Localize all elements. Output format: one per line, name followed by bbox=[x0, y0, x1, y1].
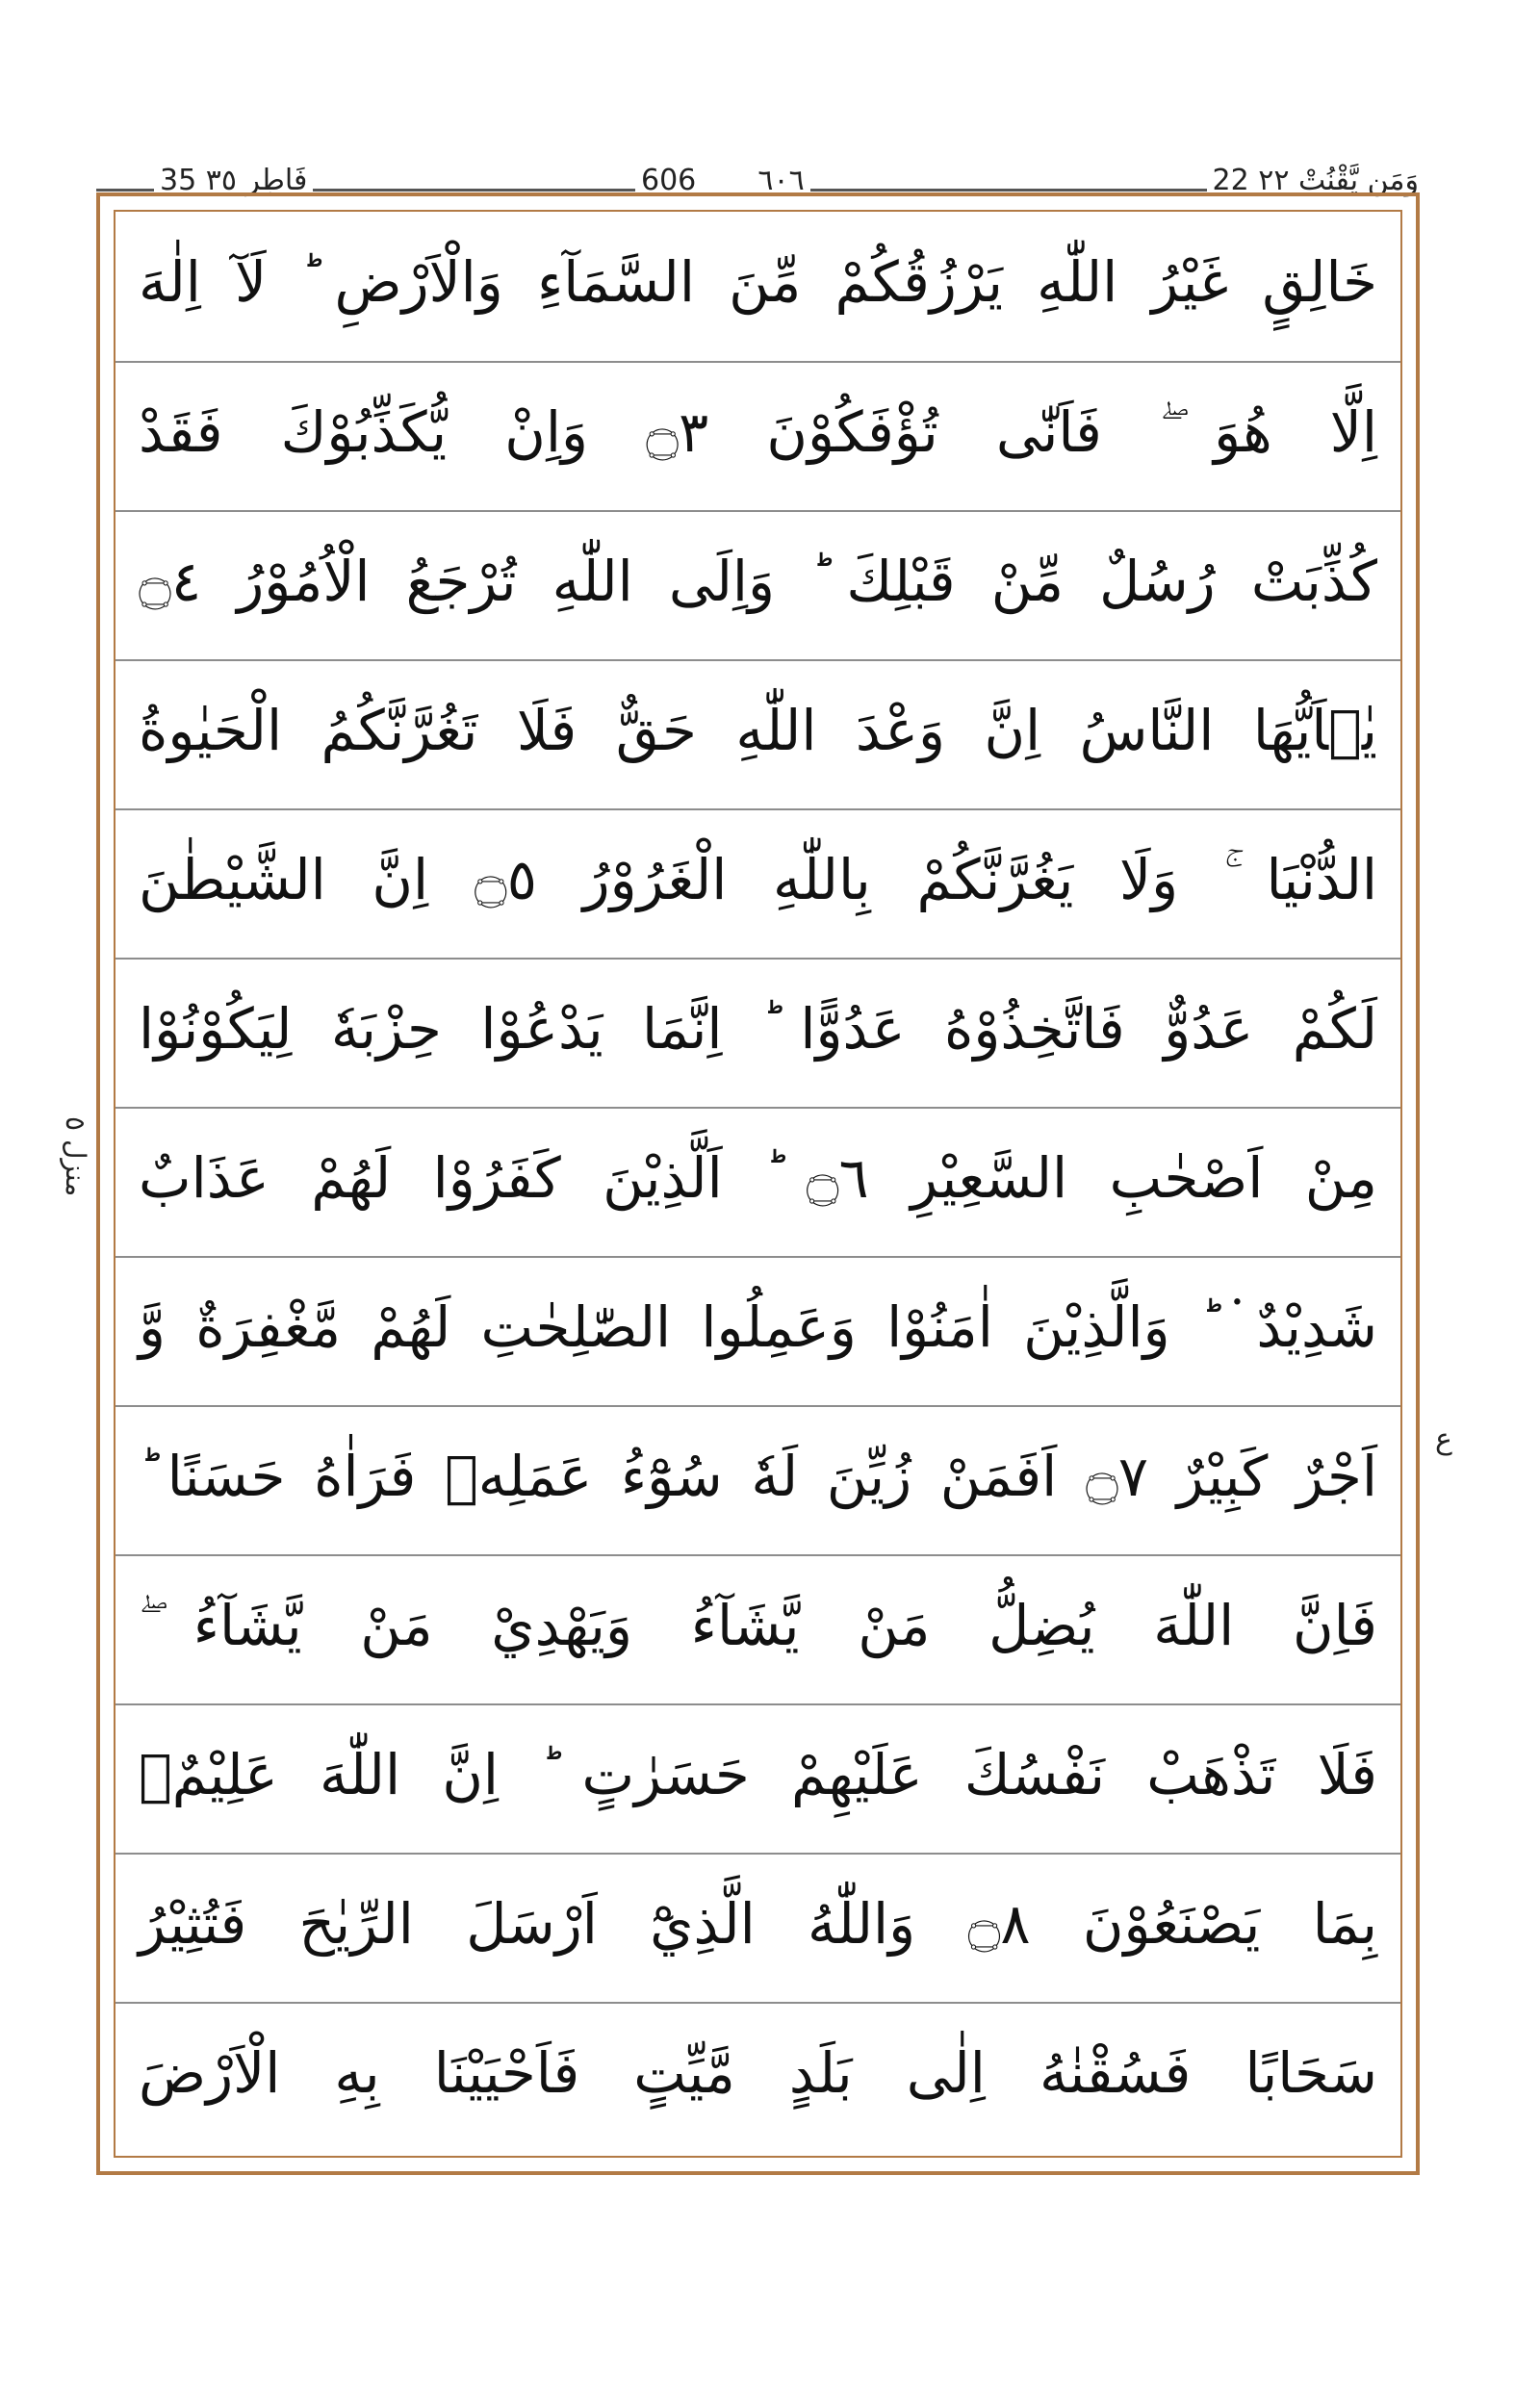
text-line bbox=[116, 361, 1400, 500]
text-line bbox=[116, 510, 1400, 650]
line-text: اِلَّا هُوَ ۖ فَاَنّٰى تُؤْفَكُوْنَ ۝٣ وَاِنْ يُّكَذِّبُوْكَ فَقَدْ bbox=[139, 398, 1377, 465]
line-text: فَلَا تَذْهَبْ نَفْسُكَ عَلَيْهِمْ حَسَرٰتٍ ؕ اِنَّ اللّٰهَ عَلِيْمٌۢ bbox=[139, 1741, 1377, 1807]
line-text: يٰۤاَيُّهَا النَّاسُ اِنَّ وَعْدَ اللّٰهِ حَقٌّ فَلَا تَغُرَّنَّكُمُ الْحَيٰوةُ bbox=[139, 697, 1377, 763]
header-surah: 35 فَاطِر ٣٥ bbox=[154, 162, 313, 200]
manzil-marker: منزل ٥ bbox=[60, 1116, 91, 1197]
text-area bbox=[114, 210, 1402, 2158]
text-line bbox=[116, 958, 1400, 1097]
line-text: فَاِنَّ اللّٰهَ يُضِلُّ مَنْ يَّشَآءُ وَيَهْدِيْ مَنْ يَّشَآءُ ۖ bbox=[139, 1592, 1377, 1658]
text-line bbox=[116, 1853, 1400, 1992]
line-text: سَحَابًا فَسُقْنٰهُ اِلٰى بَلَدٍ مَّيِّتٍ فَاَحْيَيْنَا بِهِ الْاَرْضَ bbox=[139, 2039, 1377, 2106]
line-text: شَدِيْدٌ ۬ ؕ وَالَّذِيْنَ اٰمَنُوْا وَعَمِلُوا الصّٰلِحٰتِ لَهُمْ مَّغْفِرَةٌ وَّ bbox=[139, 1293, 1377, 1360]
header-para: 22 وَمَن يَّقْنُتْ ٢٢ bbox=[1207, 162, 1424, 200]
text-line bbox=[116, 212, 1400, 351]
page-frame bbox=[96, 192, 1420, 2175]
line-text: اَجْرٌ كَبِيْرٌ ۝٧ اَفَمَنْ زُيِّنَ لَهٗ سُوْٓءُ عَمَلِهٖ فَرَاٰهُ حَسَنًا ؕ bbox=[139, 1443, 1377, 1509]
ruku-marker: ع bbox=[1435, 1422, 1452, 1456]
line-text: بِمَا يَصْنَعُوْنَ ۝٨ وَاللّٰهُ الَّذِيْٓ اَرْسَلَ الرِّيٰحَ فَتُثِيْرُ bbox=[139, 1890, 1377, 1957]
text-line bbox=[116, 2002, 1400, 2141]
text-line bbox=[116, 1554, 1400, 1694]
line-text: كُذِّبَتْ رُسُلٌ مِّنْ قَبْلِكَ ؕ وَاِلَى اللّٰهِ تُرْجَعُ الْاُمُوْرُ ۝٤ bbox=[139, 548, 1377, 614]
text-line bbox=[116, 1256, 1400, 1395]
text-line bbox=[116, 1107, 1400, 1246]
line-text: الدُّنْيَا ۚ وَلَا يَغُرَّنَّكُمْ بِاللّٰهِ الْغَرُوْرُ ۝٥ اِنَّ الشَّيْطٰنَ bbox=[139, 846, 1377, 912]
text-line bbox=[116, 1703, 1400, 1843]
text-line bbox=[116, 1405, 1400, 1545]
text-line bbox=[116, 808, 1400, 948]
line-text: مِنْ اَصْحٰبِ السَّعِيْرِ ۝٦ ؕ اَلَّذِيْنَ كَفَرُوْا لَهُمْ عَذَابٌ bbox=[139, 1144, 1377, 1211]
line-text: لَكُمْ عَدُوٌّ فَاتَّخِذُوْهُ عَدُوًّا ؕ اِنَّمَا يَدْعُوْا حِزْبَهٗ لِيَكُوْنُوْا bbox=[139, 995, 1377, 1062]
text-line bbox=[116, 659, 1400, 799]
line-text: خَالِقٍ غَيْرُ اللّٰهِ يَرْزُقُكُمْ مِّنَ السَّمَآءِ وَالْاَرْضِ ؕ لَآ اِلٰهَ bbox=[139, 248, 1377, 315]
header-page-number: 606 ___ ٦٠٦ bbox=[635, 162, 810, 200]
